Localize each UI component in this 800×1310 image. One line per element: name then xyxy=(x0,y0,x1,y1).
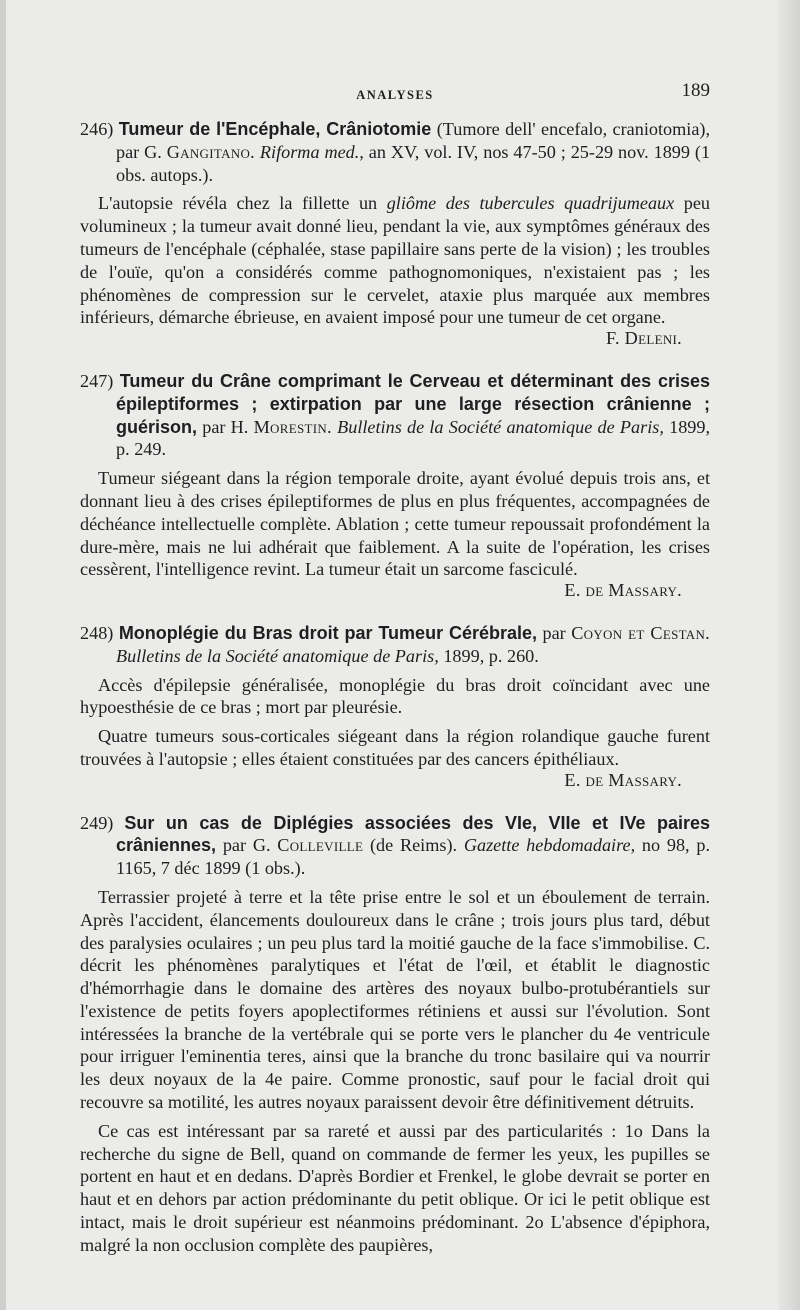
abstract-247 xyxy=(80,370,710,602)
author-place: (de Reims). xyxy=(369,835,458,856)
by-label: par xyxy=(542,622,566,643)
abstract-paragraph: Ce cas est intéressant par sa rareté et aussi par des particularités : 1o Dans la recherche du signe de Bell, quand on commande de fermer les yeux, les pupilles se portent en haut et en dedans. D'après Bordier et Frenkel, le globe devrait se porter en haut et en dehors par action prédominante du petit oblique. Or ici le petit oblique est intact, mais le droit supérieur est néanmoins prédominant. 2o L'absence d'épiphora, malgré la non occlusion complète des paupières, xyxy=(80,1120,710,1255)
page-header xyxy=(80,80,710,108)
citation-details: an XV, vol. IV, nos 47-50 ; 25-29 nov. 1899 (1 obs. autops.). xyxy=(116,141,711,185)
author: Colleville xyxy=(277,835,364,856)
journal: Riforma med., xyxy=(259,141,364,162)
paragraph-text: peu volumineux ; la tumeur avait donné lieu, pendant la vie, aux symptômes généraux des tumeurs de l'encéphale (céphalée, stase papillaire sans perte de la vision) ; les troubles de l'ouïe, qu'on a considérés comme pathognomoniques, n'existaient pas ; les phénomènes de compression sur le cervelet, ataxie plus marquée aux membres inférieurs, démarche ébrieuse, en avaient imposé pour une tumeur de cet organe. xyxy=(80,193,711,328)
author: Coyon et Cestan. xyxy=(571,622,711,643)
italic-term: gliôme des tubercules quadrijumeaux xyxy=(386,193,675,214)
entry-title: Tumeur du Crâne comprimant le Cerveau et déterminant des crises épileptiformes ; extirpation par une large résection crânienne ; guérison, xyxy=(116,370,710,437)
abstract-paragraph xyxy=(80,192,710,329)
entry-heading xyxy=(80,118,710,186)
abstract-paragraph: Tumeur siégeant dans la région temporale droite, ayant évolué depuis trois ans, et donnant lieu à des crises épileptiformes de plus en plus fréquentes, accompagnées de déchéance intellectuelle complète. Ablation ; cette tumeur repoussait profondément la dure-mère, mais ne lui adhérait que faiblement. A la suite de l'opération, les crises cessèrent, l'intelligence revint. La tumeur était un sarcome fasciculé. xyxy=(80,468,710,580)
original-title: (Tumore dell' encefalo, craniotomia), xyxy=(436,119,711,139)
entry-heading xyxy=(80,622,710,668)
citation-details: 1899, p. 260. xyxy=(443,645,539,666)
page-body xyxy=(80,118,710,1277)
abstract-248 xyxy=(80,622,710,792)
abstract-paragraph: Accès d'épilepsie généralisée, monoplégie du bras droit coïncidant avec une hypoesthésie de ce bras ; mort par pleurésie. xyxy=(80,674,710,718)
abstract-246 xyxy=(80,118,710,350)
citation-details: no 98, p. 1165, 7 déc 1899 (1 obs.). xyxy=(116,835,711,879)
entry-title: Monoplégie du Bras droit par Tumeur Cérébrale, xyxy=(118,622,538,643)
entry-title: Tumeur de l'Encéphale, Crâniotomie xyxy=(118,119,432,139)
by-label: par G. xyxy=(222,835,271,856)
entry-heading xyxy=(80,812,710,880)
reviewer-signature: F. Deleni. xyxy=(606,328,682,349)
entry-number: 248) xyxy=(80,622,114,643)
page-number: 189 xyxy=(681,80,710,101)
journal: Gazette hebdomadaire, xyxy=(463,835,636,856)
entry-number: 247) xyxy=(80,370,114,391)
reviewer-signature: E. de Massary. xyxy=(564,580,682,601)
page-left-edge xyxy=(0,0,6,1310)
entry-number: 246) xyxy=(80,119,114,139)
author: Morestin. xyxy=(253,416,332,437)
abstract-paragraph: Terrassier projeté à terre et la tête prise entre le sol et un éboulement de terrain. Après l'accident, élancements douloureux dans le crâne ; trois jours plus tard, début des paralysies oculaires ; un peu plus tard la moitié gauche de la face s'immobilise. C. décrit les phénomènes paralytiques et l'état de l'œil, et établit le diagnostic d'hémorrhagie dans le domaine des artères des noyaux bulbo-protubérantiels sur l'existence de petits foyers apoplectiformes rétiniens et aussi sur l'évolution. Sont intéressées la branche de la vertébrale qui se porte vers le plancher du 4e ventricule pour irriguer l'eminentia teres, ainsi que la branche du tronc basilaire qui va nourrir les deux noyaux de la 4e paire. Comme pronostic, sauf pour le facial droit qui recouvre sa motilité, les autres noyaux paraissent devoir être définitivement détruits. xyxy=(80,886,710,1113)
journal: Bulletins de la Société anatomique de Paris, xyxy=(337,416,664,437)
by-label: par H. xyxy=(202,416,249,437)
abstract-paragraph: Quatre tumeurs sous-corticales siégeant dans la région rolandique gauche furent trouvées à l'autopsie ; elles étaient constituées par des cancers épithéliaux. xyxy=(80,726,710,769)
running-title: ANALYSES xyxy=(356,88,434,102)
abstract-249 xyxy=(80,812,710,1257)
entry-number: 249) xyxy=(80,812,114,833)
reviewer-signature: E. de Massary. xyxy=(564,769,682,790)
paragraph-text: L'autopsie révéla chez la fillette un xyxy=(98,193,378,214)
entry-title: Sur un cas de Diplégies associées des VIe, VIIe et IVe paires crâniennes, xyxy=(116,812,711,856)
page-right-edge xyxy=(778,0,800,1310)
by-label: par G. xyxy=(116,141,162,162)
entry-heading xyxy=(80,370,710,461)
journal: Bulletins de la Société anatomique de Paris, xyxy=(116,645,439,666)
citation-details: 1899, p. 249. xyxy=(116,416,711,460)
author: Gangitano. xyxy=(166,141,255,162)
